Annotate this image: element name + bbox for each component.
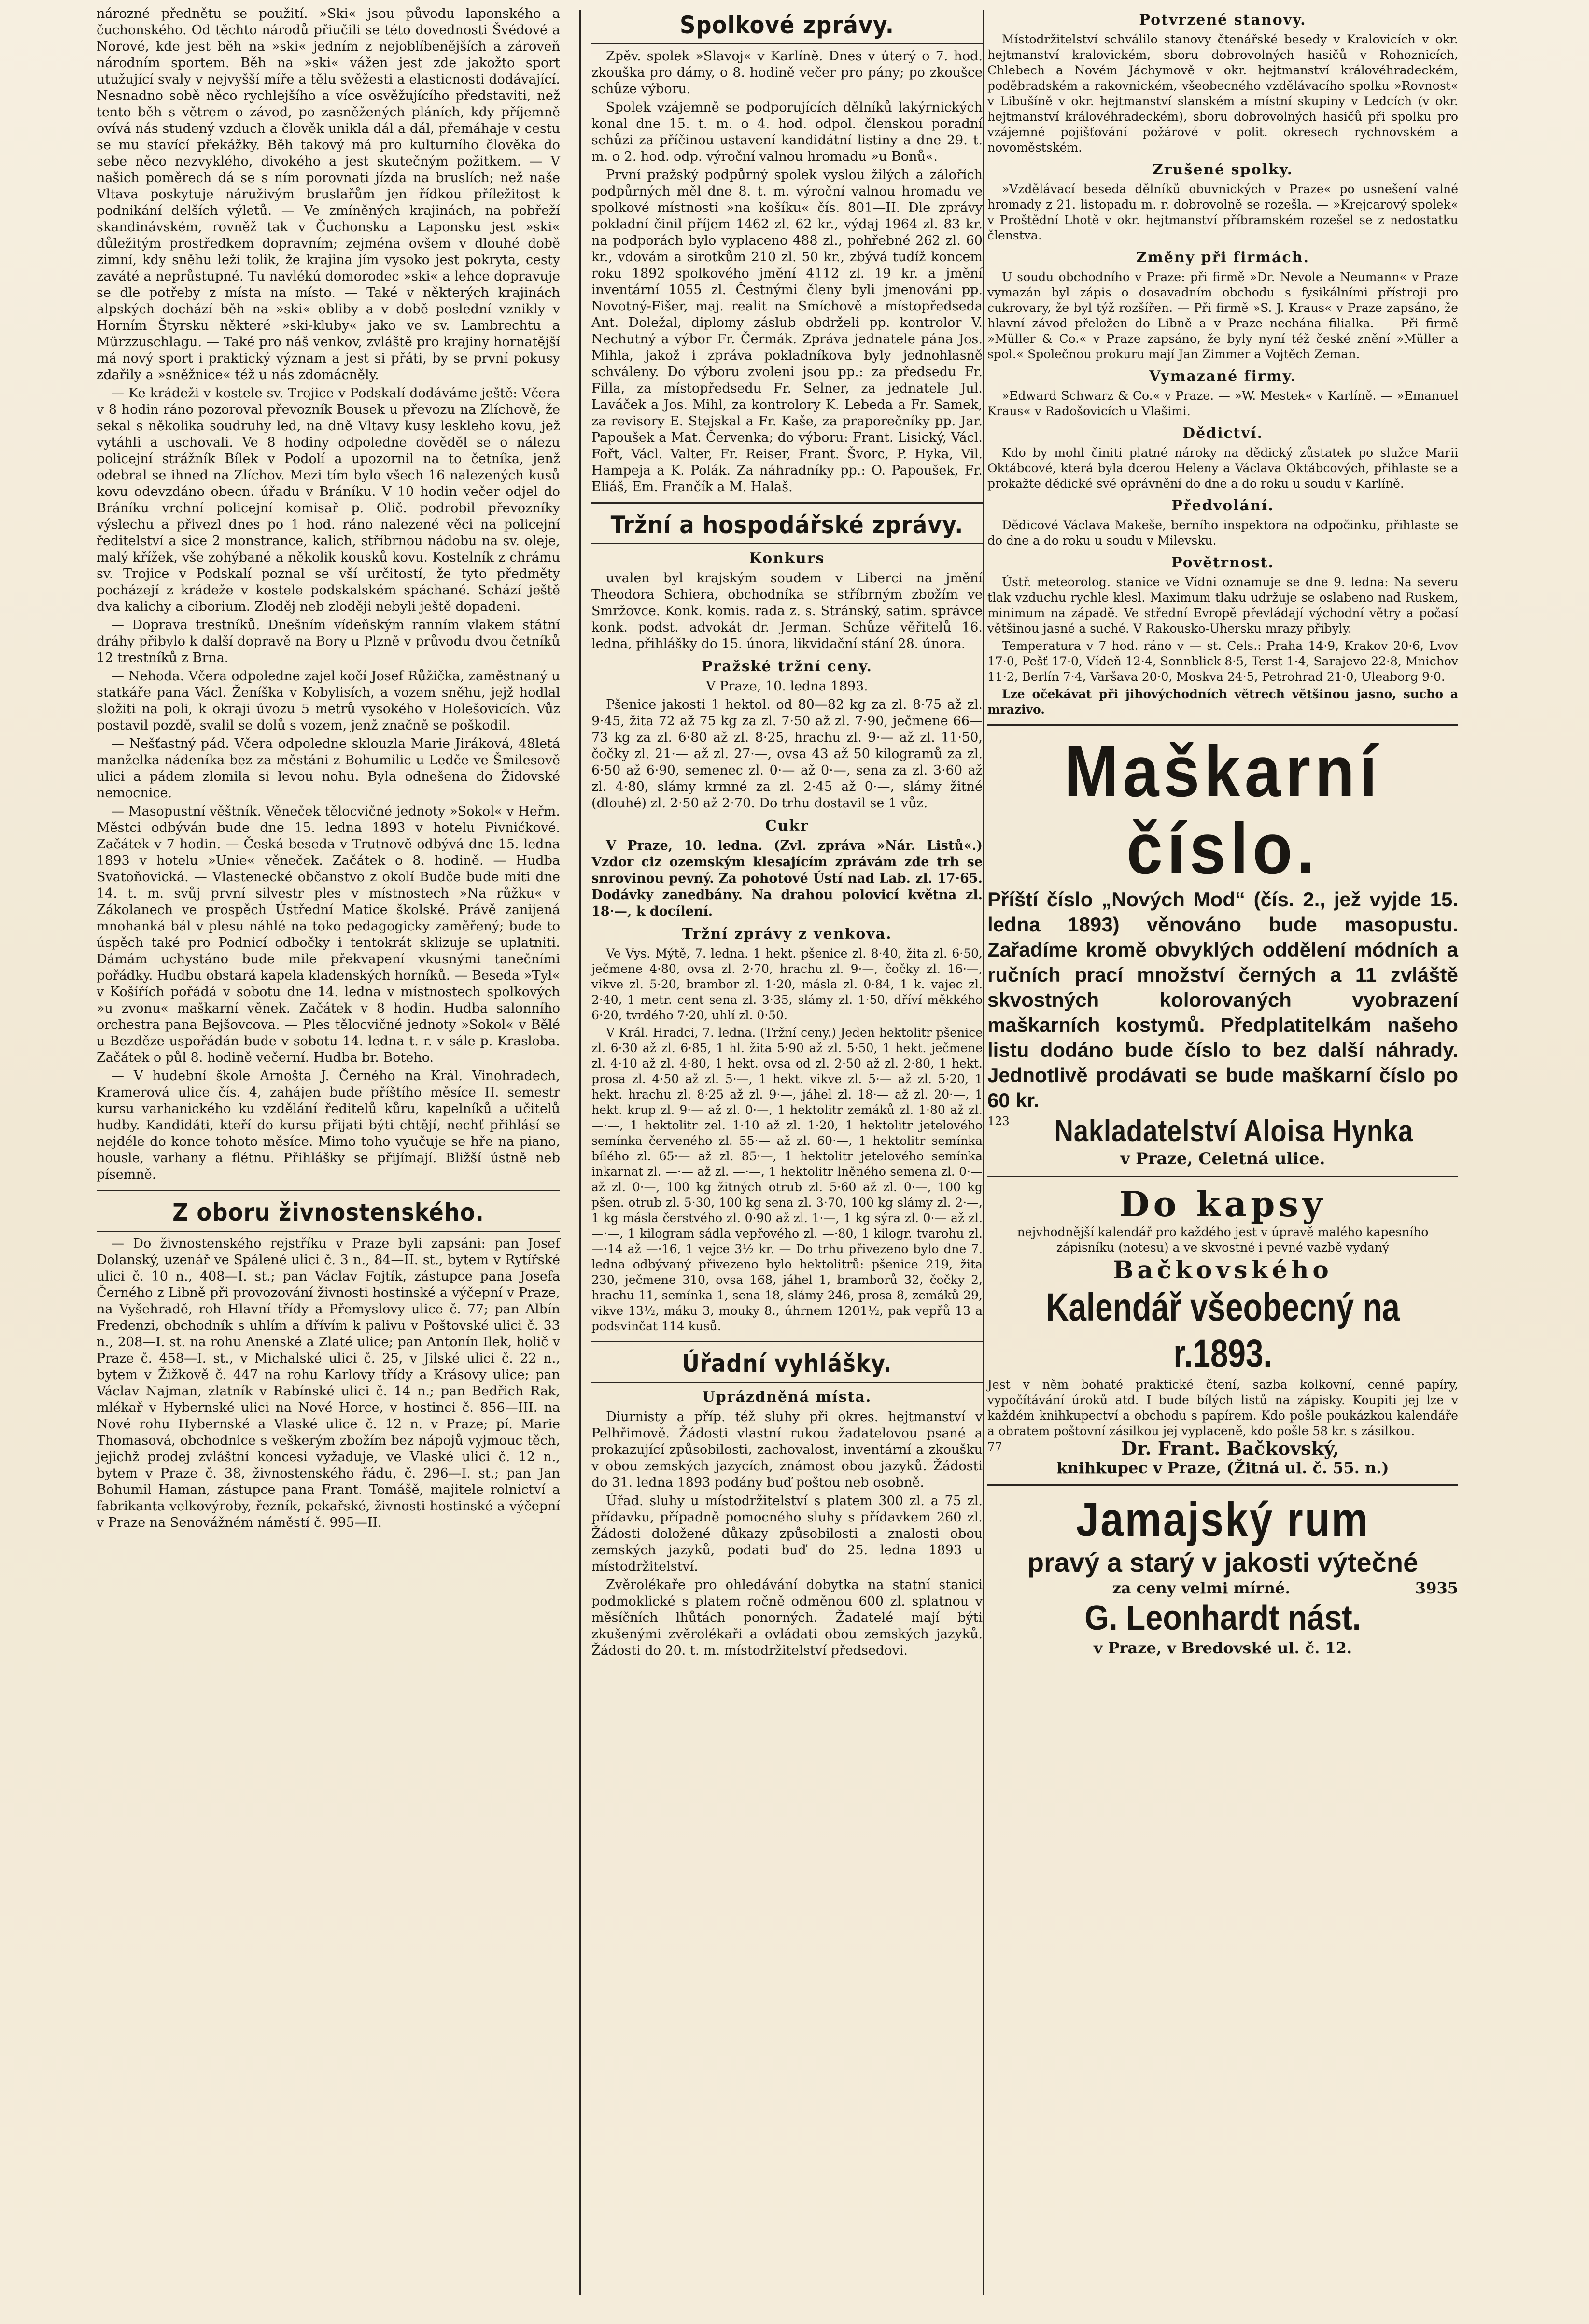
article-trade-register: — Do živnostenského rejstříku v Praze byli zapsáni: pan Josef Dolanský, uzenář ve Spálené ulici č. 3 n., 84—II. st., bytem v Rytířské ulici č. 10 n., 408—I. st.; pan Václav Fojtík, zástupce pana Josefa Černého z Libně při provozování živnosti hostinské a výčepní v Praze, na Vyšehradě, roh Hlavní třídy a Přemyslovy ulice č. 77; pan Albín Fredenzi, obchodník s uhlím a dřívím k palivu v Poštovské ulici č. 33 n., 208—I. st. na rohu Anenské a Zlaté ulice; pan Antonín Ilek, holič v Praze č. 458—I. st., v Michalské ulici č. 25, v Jilské ulici č. 22 n., bytem v Žižkově č. 447 na rohu Karlovy třídy a Krásovy ulice; pan Václav Najman, zlatník v Rabínské ulici č. 14 n.; pan Bedřich Rak, mlékař v Hybernské ulici na Nové Horce, v hostinci č. 856—III. na Nové rohu Hybernské a Vlaské ulice č. 12 n. v Praze; pí. Marie Thomasová, obchodnice s veškerým zbožím bez nápojů vyjmouc těch, jejichž prodej zvláštní koncesi vyžaduje, ve Vlaské ulici č. 12 n., bytem v Praze č. 38, živnostenského řádu, č. 296—I. st.; pan Jan Bohumil Haman, zástupce pana Frant. Tomášě, majitele rolnictví a fabrikanta velkovýroby, řezník, pekařské, živnosti hostinské a výčepní v Praze na Senovážném náměstí č. 995—II. <box>97 1236 560 1530</box>
article-slavoj: Zpěv. spolek »Slavoj« v Karlíně. Dnes v úterý o 7. hod. zkouška pro dámy, o 8. hodině večer pro pány; po zkoušce schůze výboru. <box>591 49 983 97</box>
ad-publisher: Nakladatelství Aloisa Hynka <box>1054 1113 1414 1148</box>
article-vys-myto: Ve Vys. Mýtě, 7. ledna. 1 hekt. pšenice zl. 8·40, žita zl. 6·50, ječmene 4·80, ovsa zl. 2·70, hrachu zl. 9·—, čočky zl. 16·—, vikve zl. 5·20, brambor zl. 1·20, másla zl. 0·84, 1 k. vajec zl. 2·40, 1 metr. cent sena zl. 3·35, slámy zl. 1·50, dříví měkkého 6·20, tvrdého 7·20, uhlí zl. 0·50. <box>591 946 983 1022</box>
article-ski: nározné přednětu se použití. »Ski« jsou původu laponského a čuchonského. Od těchto národů přiučili se této dovednosti Švédové a Norové, kde jest běh na »ski« jedním z nejoblíbenějších a zároveň národním sportem. Běh na »ski« vážen jest zde jakožto sport utužující svaly v nejvyšší míře a tělu svěžesti a elasticnosti dodávající. Nesnadno sobě něco rychlejšího a více osvěžujícího představiti, než tento běh s větrem o závod, po zasněžených pláních, kdy příjemně ovívá nás studený vzduch a člověk unikla dál a dál, přemáhaje v cestu se mu stavící překážky. Běh takový má pro kulturního člověka do sebe něco nezvyklého, divokého a jest skutečným požitkem. — V našich poměrech dá se s ním porovnati jízda na bruslích; než naše Vltava poskytuje náruživým bruslařům jen řídkou příležitost k podnikání delších výletů. — Ve zmíněných krajinách, na pobřeží skandinávském, rovněž tak v Čuchonsku a Laponsku jest »ski« důležitým prostředkem dopravním; zejména ovšem v dlouhé době zimní, kdy sněhu leží tolik, že krajina jím vysoko jest pokryta, cesty zaváté a neprůstupné. Tu navlékú domorodec »ski« a lehce dopravuje se dle potřeby z místa na místo. — Také v některých krajinách alpských dochází běh na »ski« obliby a v době poslední vznikly v Horním Štyrsku některé »ski-kluby« jako ve sv. Lambrechtu a Mürzzuschlagu. — Také pro náš venkov, zvláště pro krajiny hornatější má nový sport i praktický význam a jest si přáti, by se první pokusy zdařily a »sněžnice« též u nás zdomácněly. <box>97 6 560 382</box>
article-prague-prices: Pšenice jakosti 1 hektol. od 80—82 kg za zl. 8·75 až zl. 9·45, žita 72 až 75 kg za zl. 7·50 až zl. 7·90, ječmene 66—73 kg za zl. 6·80 až zl. 8·25, hrachu zl. 9·— až zl. 11·50, čočky zl. 21·— až zl. 27·—, ovsa 43 až 50 kilogramů za zl. 6·50 až 6·90, semenec zl. 0·— až 0·—, sena za zl. 3·60 až zl. 4·80, slámy krmné za zl. 2·45 až 0·—, slámy žitné (dlouhé) zl. 2·50 až 2·70. Do trhu dostavil se 1 vůz. <box>591 697 983 811</box>
article-firm-changes: U soudu obchodního v Praze: při firmě »Dr. Nevole a Neumann« v Praze vymazán byl zápis o dosavadním obchodu s fysikálními přístroji pro cukrovary, že byl týž rozšířen. — Při firmě »S. J. Kraus« v Praze zapsáno, že hlavní závod přeložen do Libně a v Praze nechána filialka. — Při firmě »Müller & Co.« v Praze zapsáno, že byly nyní též české znění »Müller a spol.« Společnou prokuru mají Jan Zimmer a Vojtěch Zeman. <box>987 270 1458 361</box>
ad-publisher-address: v Praze, Celetná ulice. <box>1120 1149 1325 1169</box>
subtitle-sugar: Cukr <box>765 817 809 834</box>
article-music-school: — V hudební škole Arnošta J. Černého na Král. Vinohradech, Kramerová ulice čís. 4, zahájen bude příštího měsíce II. semestr kursu varhanického ku vzdělání ředitelů kůru, kapelníků a učitelů hudby. Kandidáti, kteří do kursu přijati býti chtějí, nechť přihlásí se nejdéle do konce tohoto měsíce. Mimo toho vyučuje se hře na piano, housle, varhany a flétnu. Přihlášky se přijímají. Bližší ústně neb písemně. <box>97 1069 560 1182</box>
article-forecast: Lze očekávat při jihovýchodních větrech většinou jasno, sucho a mrazivo. <box>987 687 1458 717</box>
ad-carnival-subtitle: číslo. <box>1126 808 1320 889</box>
section-title-trade: Z oboru živnostenského. <box>172 1198 484 1226</box>
ad-carnival-title: Maškarní <box>1064 731 1382 812</box>
article-support-club: První pražský podpůrný spolek vyslou žilých a zálořích podpůrných měl dne 8. t. m. výroční valnou hromadu ve spolkové místnosti »na košíku« čís. 801—II. Dle zprávy pokladní činil příjem 1462 zl. 62 kr., výdaj 1964 zl. 83 kr. na podporách bylo vyplaceno 488 zl., pohřebné 262 zl. 60 kr., vdovám a sirotkům 210 zl. 50 kr., zbývá tudíž koncem roku 1892 spolkového jmění 4112 zl. 19 kr. a jmění inventární 1055 zl. Čestnými členy byli jmenováni pp. Novotný-Fišer, maj. realit na Smíchově a místopředseda Ant. Doležal, diplomy záslub obdrželi pp. kontrolor V. Nechutný a výbor Fr. Čermák. Zpráva jednatele pána Jos. Mihla, jakož i zpráva pokladníkova byly jednohlasně schváleny. Do výboru zvoleni jsou pp.: za předsedu Fr. Filla, za místopředsedu Fr. Selner, za jednatele Jul. Laváček a Jos. Mihl, za kontrolory K. Lebeda a Fr. Samek, za revisory E. Stejskal a Fr. Kaše, za praporečníky pp. Jar. Papoušek a Mat. Červenka; do výboru: Frant. Lisický, Václ. Fořt, Václ. Valter, Fr. Reiser, Frant. Švorc, P. Hyka, Vil. Hampeja a K. Polák. Za náhradníky pp.: O. Papoušek, Fr. Eliáš, Em. Frančík a M. Halaš. <box>591 168 983 494</box>
ad-calendar-author: Dr. Frant. Bačkovský, <box>1121 1437 1339 1459</box>
article-bankruptcy: uvalen byl krajským soudem v Liberci na jmění Theodora Schiera, obchodníka se stříbrným zbožím ve Smržovce. Konk. komis. rada z. s. Stránský, satim. správce konk. podst. advokát dr. Jerman. Schůze věřitelů 16. ledna, přihlášky do 15. února, likvidační stání 28. února. <box>591 571 983 651</box>
subtitle-firm-changes: Změny při firmách. <box>1136 249 1309 266</box>
article-weather: Ústř. meteorolog. stanice ve Vídni oznamuje se dne 9. ledna: Na severu tlak vzduchu rychle klesl. Maximum tlaku udržuje se oslabeno nad Ruskem, minimum na západě. Ve střední Evropě převládají východní větry a počasí většinou jasné a suché. V Rakousko-Uhersku mrazy přibyly. <box>987 575 1458 635</box>
ad-rule <box>987 1484 1458 1486</box>
article-temperatures: Temperatura v 7 hod. ráno v — st. Cels.: Praha 14·9, Krakov 20·6, Lvov 17·0, Pešť 17·0, Vídeň 12·4, Sonnblick 8·5, Terst 1·4, Sarajevo 22·8, Mnichov 11·2, Berlín 7·4, Varšava 20·0, Moskva 24·5, Petrohrad 21·0, Uleaborg 9·0. <box>987 639 1458 684</box>
article-accident: — Nehoda. Včera odpoledne zajel kočí Josef Růžička, zaměstnaný u statkáře pana Václ. Ženíška v Kobylisích, a vozem sněhu, jejž hodlal složiti na poli, k okraji úvozu 5 metrů vysokého v Holešovicích. Vůz postavil pozdě, svalil se dolů s vozem, jenž značně se poškodil. <box>97 669 560 733</box>
article-vacancy-3: Zvěrolékaře pro ohledávání dobytka na statní stanici podmoklické s platem ročně odměnou 600 zl. splatnou v měsíčních lhůtách ponorných. Žadatelé mají býti zkušenými zvěrolékaři a ovládati obou zemských jazyků. Žádosti do 20. t. m. místodržitelství předsedovi. <box>591 1578 983 1658</box>
section-rule <box>97 1231 560 1232</box>
article-statutes: Místodržitelství schválilo stanovy čtenářské besedy v Kralovicích v okr. hejtmanství kralovickém, sboru dobrovolných hasičů v Rohoznicích, Chlebech a Novém Jáchymově v okr. hejtmanství královéhradeckém, poděbradském a rakovnickém, všeobecného vzdělávacího spolku »Rovnost« v Libušíně v okr. hejtmanství slanském a místní skupiny v Ledcích (v okr. hejtmanství královéhradeckém), sboru dobrovolných hasičů při spolku pro vzájemné pojišťování požárové v polit. okresech rychnovském a novoměstském. <box>987 32 1458 155</box>
subtitle-inheritance: Dědictví. <box>1182 425 1263 442</box>
ad-rum-price-row <box>987 1578 1458 1598</box>
ad-number: 3935 <box>1415 1579 1458 1597</box>
ad-carnival-issue <box>987 732 1458 1169</box>
section-rule <box>591 543 983 544</box>
column-divider <box>579 10 581 2295</box>
ad-number: 77 <box>987 1440 1002 1454</box>
ad-calendar-headline: Kalendář všeobecný na r.1893. <box>1046 1285 1400 1376</box>
section-rule <box>591 1341 983 1342</box>
ad-carnival-footer <box>987 1113 1458 1149</box>
subtitle-statutes: Potvrzené stanovy. <box>1139 12 1307 28</box>
subtitle-country-markets: Tržní zprávy z venkova. <box>682 926 892 943</box>
section-title-clubs: Spolkové zprávy. <box>680 11 894 39</box>
column-divider <box>983 10 984 2295</box>
ad-rum-price: za ceny velmi mírné. <box>1112 1579 1291 1597</box>
section-rule <box>591 43 983 44</box>
ad-calendar-name: Bačkovského <box>1113 1255 1333 1284</box>
ad-rum <box>987 1493 1458 1658</box>
article-vacancy-1: Diurnisty a příp. též sluhy při okres. hejtmanství v Pelhřimově. Žádosti vlastní rukou žadatelovou psané a prokazující způsobilosti, zachovalost, inventární a zkoušku v obou zemských jazycích, známost obou jazyků. Žádosti do 31. ledna 1893 podány buď poštou neb osobně. <box>591 1409 983 1490</box>
article-dissolved: »Vzdělávací beseda dělníků obuvnických v Praze« po usnešení valné hromady z 21. listopadu m. r. dobrovolně se rozešla. — »Krejcarový spolek« v Proštědní Lhotě v okr. hejtmanství příbramském rozešel se z nedostatku členstva. <box>987 182 1458 242</box>
article-hradec: V Král. Hradci, 7. ledna. (Tržní ceny.) Jeden hektolitr pšenice zl. 6·30 až zl. 6·85, 1 hl. žita 5·90 až zl. 5·50, 1 hekt. ječmene zl. 4·10 až zl. 4·80, 1 hekt. ovsa od zl. 2·50 až zl. 2·80, 1 hekt. prosa zl. 4·50 až zl. 5·—, 1 hekt. vikve zl. 5·— až zl. 5·20, 1 hekt. hrachu zl. 8·25 až zl. 9·—, jáhel zl. 18·— až zl. 20·—, 1 hekt. krup zl. 9·— až zl. 0·—, 1 hektolitr zemáků zl. 1·80 až zl. —·—, 1 hektolitr zel. 1·10 až zl. 1·20, 1 hektolitr jetelového semínka červeného zl. 55·— až zl. 60·—, 1 hektolitr semínka bílého zl. 65·— až zl. 85·—, 1 hektolitr jetelového semínka inkarnat zl. —·— až zl. —·—, 1 hektolitr lněného semena zl. 0·— až zl. 0·—, 100 kg žitných otrub zl. 5·60 až zl. 0·—, 100 kg pšen. otrub zl. 5·30, 100 kg sena zl. 3·70, 100 kg slámy zl. 2·—, 1 kg másla čerstvého zl. 0·90 až zl. 1·—, 1 kg sýra zl. 0·— až zl. —·—, 1 kilogram sádla vepřového zl. —·80, 1 kilogr. tvarohu zl. —·14 až —·16, 1 vejce 3½ kr. — Do trhu přivezeno bylo dne 7. ledna odbývaný přivezeno bylo hektolitrů: pšenice 219, žita 230, ječmene 310, ovsa 168, jáhel 1, bramborů 32, čočky 2, hrachu 11, semínka 1, sena 18, slámy 246, prosa 8, zemáků 29, vikve 13½, máku 3, mouky 8., úhrnem 1201½, pak vepřů 13 a podsvinčat 114 kusů. <box>591 1026 983 1333</box>
ad-calendar-body: Jest v něm bohaté praktické čtení, sazba kolkovní, cenné papíry, vypočítávání úroků atd. I bude bílých listů na zápisky. Koupiti jej lze v každém knihkupectví a obchodu s papírem. Kdo pošle poukázkou kalendáře a obratem poštovní zásilkou jej vyplaceně, kdo pošle 58 kr. s zásilkou. <box>987 1378 1458 1438</box>
ad-rum-firm: G. Leonhardt nást. <box>1084 1599 1361 1637</box>
article-summons: Dědicové Václava Makeše, berního inspektora na odpočinku, přihlaste se do dne a do roku u soudu v Milevsku. <box>987 518 1458 548</box>
section-rule <box>591 1382 983 1383</box>
article-vacancy-2: Úřad. sluhy u místodržitelství s platem 300 zl. a 75 zl. přídavku, případně pomocného sluhy s přídavkem 260 zl. Žádosti doložené důkazy způsobilosti a znalosti obou zemských jazyků, podati buď do 25. ledna 1893 u místodržitelství. <box>591 1493 983 1574</box>
ad-calendar-address: knihkupec v Praze, (Žitná ul. č. 55. n.) <box>1056 1459 1389 1477</box>
section-title-official: Úřadní vyhlášky. <box>682 1350 892 1378</box>
ad-rum-address: v Praze, v Bredovské ul. č. 12. <box>1093 1639 1352 1657</box>
section-rule <box>591 502 983 504</box>
column-left <box>97 6 560 2305</box>
ad-calendar-line: nejvhodnější kalendář pro každého jest v úpravě malého kapesního zápisníku (notesu) a ve skvostné i pevné vazbě vydaný <box>1017 1225 1429 1254</box>
ad-calendar-footer <box>987 1439 1458 1458</box>
section-title-market: Tržní a hospodářské zprávy. <box>610 511 964 539</box>
ad-rule <box>987 1176 1458 1177</box>
section-rule <box>97 1190 560 1191</box>
ad-calendar <box>987 1184 1458 1478</box>
article-carnival: — Masopustní věštník. Věneček tělocvičné jednoty »Sokol« v Heřm. Městci odbýván bude dne 15. ledna 1893 v hotelu Pivnićkové. Začátek v 7 hodin. — Česká beseda v Trutnově odbývá dne 15. ledna 1893 v hotelu »Unie« věneček. Začátek o 8. hodině. — Hudba Svatoňovická. — Vlastenecké občanstvo z okolí Budče bude míti dne 14. t. m. svůj první silvestr ples v místnostech »Na růžku« v Zákolanech ve prospěch Ústřední Matice školské. Právě zanijená mnohanká bál v plesu náhlé na toko pedagogicky zaměřený; bude to úspěch také pro Podnicí odbočky i tentokrát sklizuje se uplatniti. Dámám uchystáno bude mile překvapení vkusnými tanečními pořádky. Hudbu obstará kapela kladenských horníků. — Beseda »Tyl« v Košířích pořádá v sobotu dne 14. ledna v místnostech spolkových »u zvonu« maškarní věnek. Začátek v 8 hodin. Hudba salonního orchestra pana Bejšovcova. — Ples tělocvičné jednoty »Sokol« v Bělé u Bezděze uspořádán bude v sobotu 14. ledna t. r. v sále p. Krasloba. Začátek o půl 8. hodině večerní. Hudba br. Boteho. <box>97 804 560 1065</box>
ad-carnival-body: Příští číslo „Nových Mod“ (čís. 2., jež vyjde 15. ledna 1893) věnováno bude masopustu. Zařadíme kromě obvyklých oddělení módních a ručních prací množství černých a 11 zvláště skvostných kolorovaných vyobrazení maškarních kostymů. Předplatitelkám našeho listu dodáno bude číslo to bez další náhrady. Jednotlivě prodávati se bude maškarní číslo po 60 kr. <box>987 888 1458 1112</box>
article-sugar: V Praze, 10. ledna. (Zvl. zpráva »Nár. Listů«.) Vzdor ciz ozemským klesajícím zprávám zde trh se snrovinou pevný. Za pohotové Ústí nad Lab. zl. 17·65. Dodávky zanedbány. Na drahou polovicí května zl. 18·—, k docílení. <box>591 838 983 919</box>
article-theft: — Ke krádeži v kostele sv. Trojice v Podskalí dodáváme ještě: Včera v 8 hodin ráno pozoroval převozník Bousek u převozu na Zlíchově, že sekal s několika soudruhy led, na dně Vltavy kusy leskleho kovu, jež vytáhli a uschovali. Ve 8 hodiny odpoledne dověděl se o nálezu policejní strážník Bílek v Podolí a upozornil na to četníka, jenž odebral se ihned na Zlíchov. Mezi tím bylo všech 16 nalezených kusů kovu odevzdáno obecn. úřadu v Bráníku. V 10 hodin večer odjel do Bráníku vrchní policejní komisař p. Olič. podrobil převozníky výslechu a přivezl dnes po 1 hod. ráno nalezené věci na policejní ředitelství a sice 2 monstrance, kalich, stříbrnou nádobu na sv. oleje, malý křížek, vše zohýbané a několik kousků kovu. Kostelník z chrámu sv. Trojice v Podskalí poznal se vší určitostí, že tyto předměty pocházejí z krádeže v kostele podskalském spáchané. Schází ještě dva kalichy a ciborium. Zloděj neb zloději nebyli ještě dopadeni. <box>97 386 560 614</box>
subtitle-summons: Předvolání. <box>1171 497 1274 514</box>
subtitle-deleted-firms: Vymazané firmy. <box>1149 368 1296 385</box>
subtitle-vacancies: Uprázdněná místa. <box>702 1389 872 1406</box>
dateline: V Praze, 10. ledna 1893. <box>706 679 868 694</box>
column-right <box>987 6 1458 2305</box>
ad-calendar-title: Do kapsy <box>1119 1183 1326 1225</box>
article-prisoners: — Doprava trestníků. Dnešním vídeňským ranním vlakem státní dráhy přibylo k další dopravě na Bory u Plzně v průvodu dvou četníků 12 trestníků z Brna. <box>97 618 560 665</box>
subtitle-weather: Povětrnost. <box>1171 554 1274 571</box>
ad-number: 123 <box>987 1114 1010 1128</box>
ad-rule <box>987 724 1458 726</box>
subtitle-bankruptcy: Konkurs <box>749 550 825 567</box>
article-inheritance: Kdo by mohl činiti platné nároky na dědický zůstatek po služce Marii Oktábcové, která byla dcerou Heleny a Václava Oktábcových, přihlaste se a prokažte dědické své oprávnění do dne a do roku u soudu v Karlíně. <box>987 446 1458 491</box>
subtitle-dissolved: Zrušené spolky. <box>1152 161 1294 178</box>
subtitle-prague-prices: Pražské tržní ceny. <box>702 658 872 675</box>
column-middle <box>591 6 983 2305</box>
ad-rum-title: Jamajský rum <box>1076 1493 1370 1547</box>
article-deleted-firms: »Edward Schwarz & Co.« v Praze. — »W. Mestek« v Karlíně. — »Emanuel Kraus« v Radošovicích u Vlašimi. <box>987 389 1458 418</box>
article-painters: Spolek vzájemně se podporujících dělníků lakýrnických konal dne 15. t. m. o 4. hod. odpol. členskou poradní schůzi za příčinou ustavení kandidátní listiny a dne 29. t. m. o 2. hod. odp. výroční valnou hromadu »u Bonů«. <box>591 100 983 164</box>
ad-rum-line: pravý a starý v jakosti výtečné <box>1027 1547 1419 1578</box>
article-fall: — Nešťastný pád. Včera odpoledne sklouzla Marie Jiráková, 48letá manželka nádeníka bez za městáni z Bohumilic u Ledče ve Šmilesově ulici a pádem zlomila si levou nohu. Byla odnešena do Židovské nemocnice. <box>97 736 560 801</box>
